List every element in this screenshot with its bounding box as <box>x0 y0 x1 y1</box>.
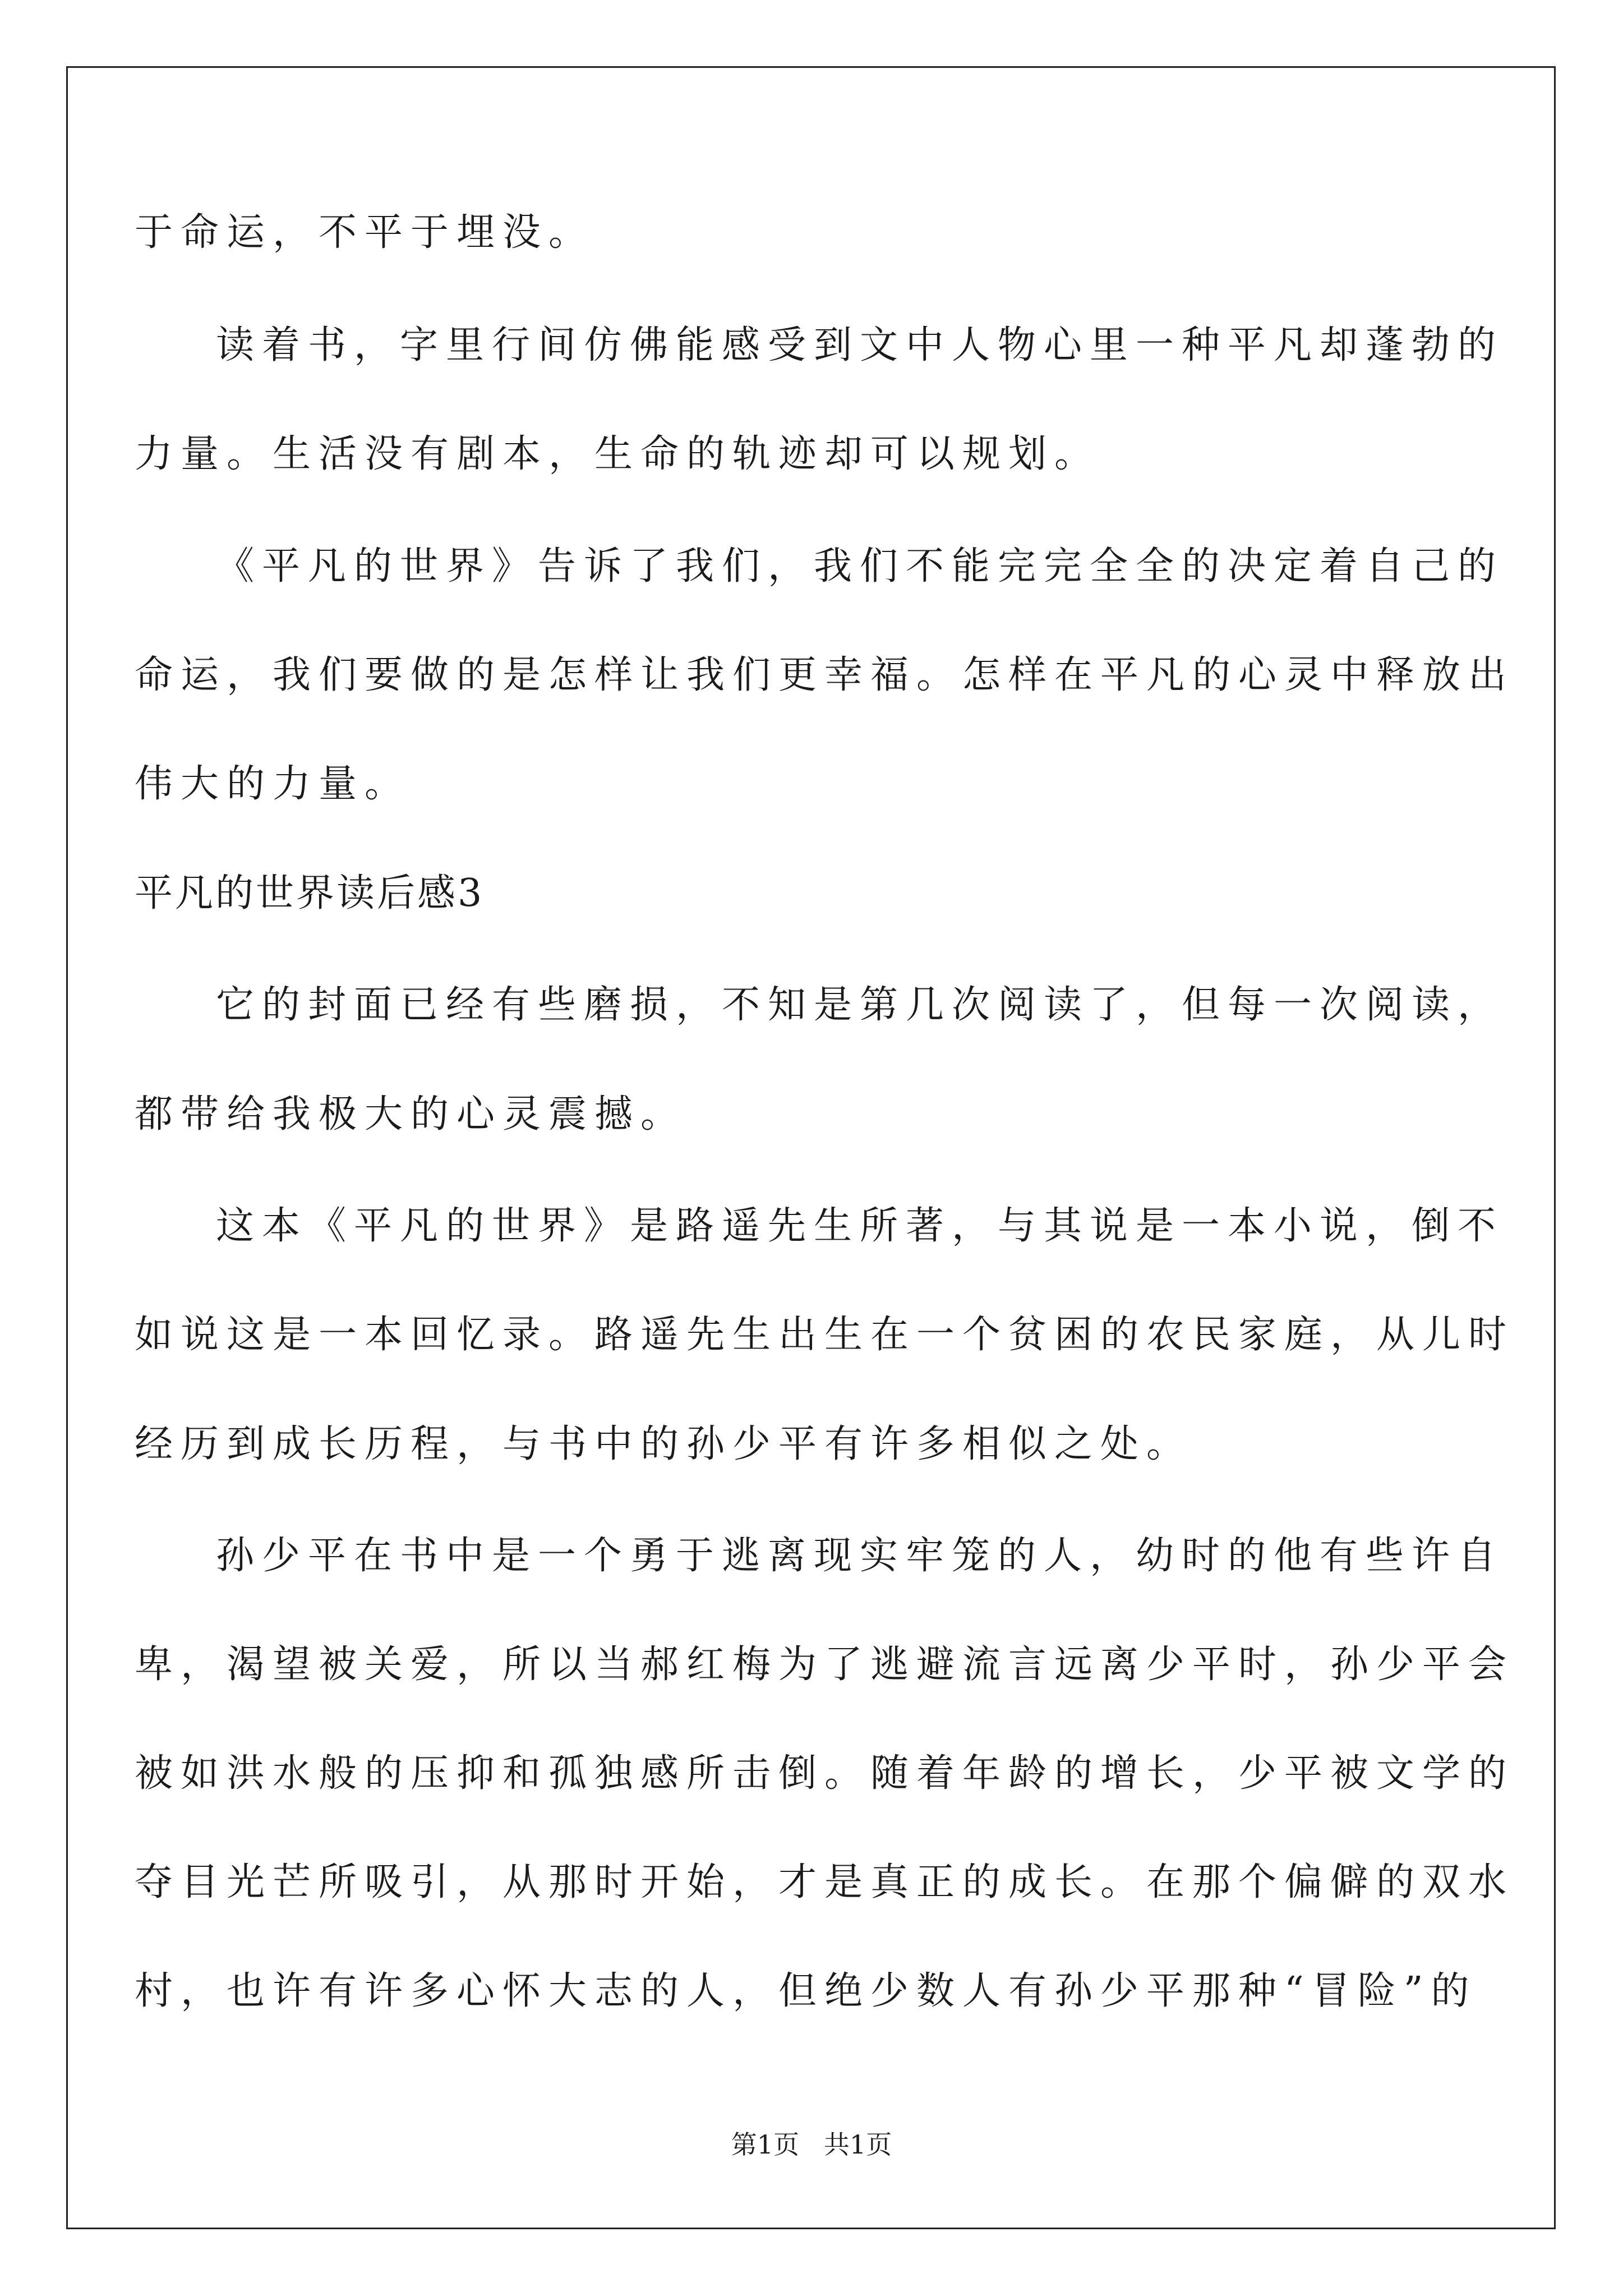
text-line: 于命运，不平于埋没。 <box>135 210 595 255</box>
paragraph-first-line: 它的封面已经有些磨损，不知是第几次阅读了，但每一次阅读， <box>216 983 1504 1027</box>
text-line: 命运，我们要做的是怎样让我们更幸福。怎样在平凡的心灵中释放出 <box>135 653 1515 697</box>
text-line: 如说这是一本回忆录。路遥先生出生在一个贫困的农民家庭，从儿时 <box>135 1313 1515 1357</box>
text-line: 伟大的力量。 <box>135 762 411 806</box>
text-line: 被如洪水般的压抑和孤独感所击倒。随着年龄的增长，少平被文学的 <box>135 1751 1515 1796</box>
paragraph-first-line: 《平凡的世界》告诉了我们，我们不能完完全全的决定着自己的 <box>216 544 1504 588</box>
text-line: 卑，渴望被关爱，所以当郝红梅为了逃避流言远离少平时，孙少平会 <box>135 1642 1515 1687</box>
text-line: 经历到成长历程，与书中的孙少平有许多相似之处。 <box>135 1422 1193 1466</box>
paragraph-first-line: 这本《平凡的世界》是路遥先生所著，与其说是一本小说，倒不 <box>216 1204 1504 1248</box>
text-line: 村，也许有许多心怀大志的人，但绝少数人有孙少平那种“冒险”的 <box>135 1969 1477 2013</box>
text-line: 夺目光芒所吸引，从那时开始，才是真正的成长。在那个偏僻的双水 <box>135 1860 1515 1904</box>
section-heading: 平凡的世界读后感3 <box>135 871 485 915</box>
paragraph-first-line: 读着书，字里行间仿佛能感受到文中人物心里一种平凡却蓬勃的 <box>216 323 1504 367</box>
page-footer: 第1页 共1页 <box>731 2129 892 2160</box>
text-line: 都带给我极大的心灵震撼。 <box>135 1092 687 1137</box>
paragraph-first-line: 孙少平在书中是一个勇于逃离现实牢笼的人，幼时的他有些许自 <box>216 1534 1504 1578</box>
text-line: 力量。生活没有剧本，生命的轨迹却可以规划。 <box>135 432 1101 476</box>
